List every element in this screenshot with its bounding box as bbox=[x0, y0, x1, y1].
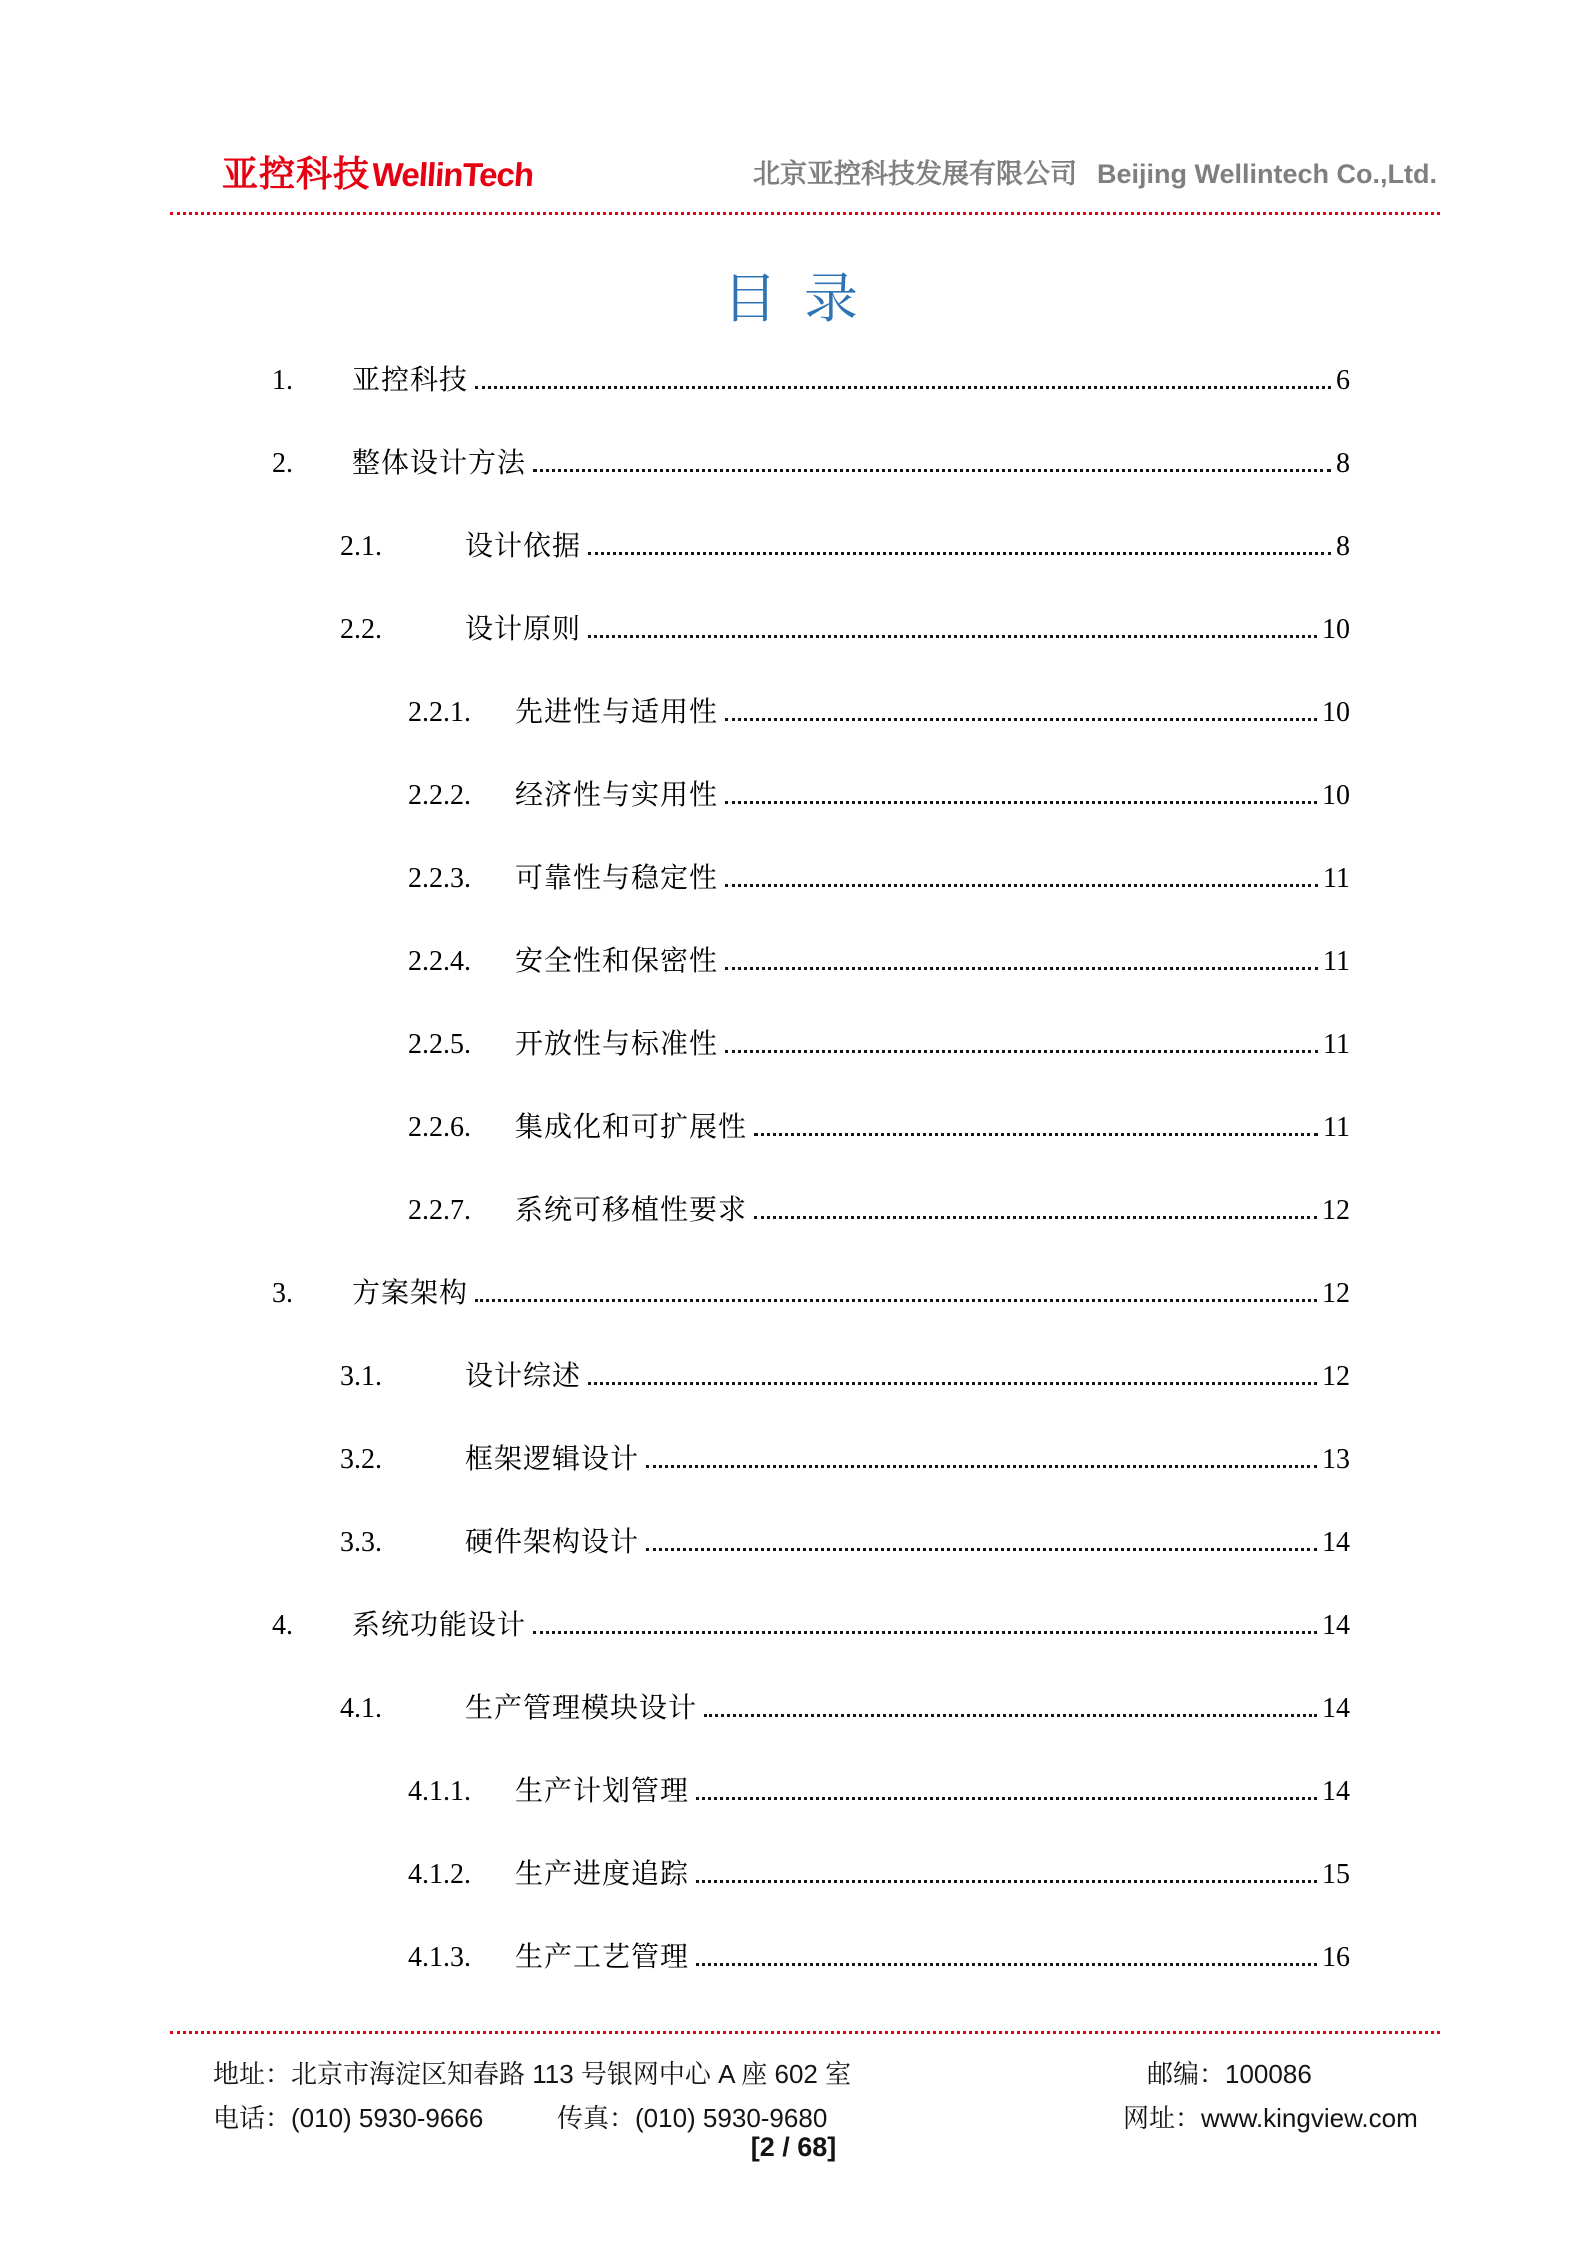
website-label: 网址： bbox=[1123, 2103, 1202, 2133]
page-title: 目 录 bbox=[722, 269, 864, 329]
toc-number: 3. bbox=[272, 1278, 293, 1309]
toc-entry[interactable] bbox=[408, 1164, 1350, 1247]
toc-label: 生产计划管理 bbox=[515, 1775, 690, 1806]
toc-page-number: 8 bbox=[1336, 448, 1350, 479]
toc-label: 硬件架构设计 bbox=[465, 1526, 640, 1557]
toc-leader-dots bbox=[725, 884, 1318, 887]
toc-entry[interactable] bbox=[408, 1745, 1350, 1828]
toc-number: 3.3. bbox=[340, 1527, 382, 1558]
toc-number: 2.2.2. bbox=[408, 780, 471, 811]
toc-label: 集成化和可扩展性 bbox=[515, 1111, 748, 1142]
toc-label: 系统可移植性要求 bbox=[515, 1194, 748, 1225]
toc-leader-dots bbox=[475, 1299, 1317, 1302]
toc-page-number: 12 bbox=[1322, 1278, 1350, 1309]
toc-leader-dots bbox=[588, 635, 1317, 638]
toc-leader-dots bbox=[646, 1548, 1317, 1551]
toc-number: 4.1.2. bbox=[408, 1859, 471, 1890]
toc-entry[interactable] bbox=[408, 832, 1350, 915]
phone-label: 电话： bbox=[213, 2103, 292, 2133]
toc-leader-dots bbox=[704, 1714, 1317, 1717]
toc-page-number: 10 bbox=[1322, 697, 1350, 728]
toc-leader-dots bbox=[646, 1465, 1317, 1468]
toc-leader-dots bbox=[725, 801, 1317, 804]
toc-label: 整体设计方法 bbox=[352, 447, 527, 478]
toc-entry[interactable] bbox=[340, 1330, 1350, 1413]
phone-value: (010) 5930-9666 bbox=[291, 2103, 484, 2133]
toc-page-number: 11 bbox=[1323, 1029, 1350, 1060]
toc-leader-dots bbox=[725, 1050, 1318, 1053]
toc-leader-dots bbox=[725, 718, 1317, 721]
toc-page-number: 16 bbox=[1322, 1942, 1350, 1973]
logo-cn-text: 亚控科技 bbox=[222, 153, 371, 194]
toc-number: 4.1.3. bbox=[408, 1942, 471, 1973]
toc-page-number: 14 bbox=[1322, 1693, 1350, 1724]
footer-divider bbox=[170, 2031, 1440, 2034]
toc-number: 2.2.1. bbox=[408, 697, 471, 728]
toc-leader-dots bbox=[588, 1382, 1317, 1385]
footer-website bbox=[1123, 2100, 1418, 2136]
footer-zip bbox=[1147, 2056, 1312, 2092]
toc-page-number: 11 bbox=[1323, 946, 1350, 977]
address-label: 地址： bbox=[213, 2059, 292, 2089]
toc-label: 系统功能设计 bbox=[352, 1609, 527, 1640]
company-name-en: Beijing Wellintech Co.,Ltd. bbox=[1096, 159, 1437, 189]
toc-entry[interactable] bbox=[272, 417, 1350, 500]
toc-label: 安全性和保密性 bbox=[515, 945, 719, 976]
toc-leader-dots bbox=[696, 1797, 1317, 1800]
toc-page-number: 12 bbox=[1322, 1361, 1350, 1392]
toc-entry[interactable] bbox=[340, 500, 1350, 583]
toc-entry[interactable] bbox=[408, 915, 1350, 998]
toc-page-number: 10 bbox=[1322, 780, 1350, 811]
toc-page-number: 10 bbox=[1322, 614, 1350, 645]
zip-label: 邮编： bbox=[1147, 2059, 1226, 2089]
website-value: www.kingview.com bbox=[1201, 2103, 1418, 2133]
toc-label: 框架逻辑设计 bbox=[465, 1443, 640, 1474]
toc-leader-dots bbox=[533, 1631, 1317, 1634]
toc-entry[interactable] bbox=[408, 749, 1350, 832]
toc-page-number: 6 bbox=[1336, 365, 1350, 396]
toc-entry[interactable] bbox=[340, 583, 1350, 666]
toc-leader-dots bbox=[754, 1133, 1318, 1136]
toc-label: 设计依据 bbox=[465, 530, 582, 561]
toc-leader-dots bbox=[725, 967, 1318, 970]
toc-number: 3.2. bbox=[340, 1444, 382, 1475]
toc-page-number: 11 bbox=[1323, 1112, 1350, 1143]
toc-number: 4.1. bbox=[340, 1693, 382, 1724]
toc-label: 可靠性与稳定性 bbox=[515, 862, 719, 893]
toc-page-number: 13 bbox=[1322, 1444, 1350, 1475]
toc-entry[interactable] bbox=[340, 1496, 1350, 1579]
toc-entry[interactable] bbox=[408, 666, 1350, 749]
toc-entry[interactable] bbox=[408, 998, 1350, 1081]
toc-label: 生产管理模块设计 bbox=[465, 1692, 698, 1723]
fax-label: 传真： bbox=[557, 2103, 636, 2133]
toc-label: 方案架构 bbox=[352, 1277, 469, 1308]
toc-number: 2.2.5. bbox=[408, 1029, 471, 1060]
toc-entry[interactable] bbox=[340, 1662, 1350, 1745]
toc-leader-dots bbox=[588, 552, 1331, 555]
zip-value: 100086 bbox=[1225, 2059, 1312, 2089]
toc-label: 经济性与实用性 bbox=[515, 779, 719, 810]
toc-page-number: 14 bbox=[1322, 1527, 1350, 1558]
toc-number: 2.2. bbox=[340, 614, 382, 645]
toc-entry[interactable] bbox=[408, 1911, 1350, 1994]
toc-leader-dots bbox=[533, 469, 1331, 472]
toc-leader-dots bbox=[696, 1880, 1317, 1883]
header-divider bbox=[170, 212, 1440, 215]
toc-leader-dots bbox=[754, 1216, 1317, 1219]
toc-number: 2.1. bbox=[340, 531, 382, 562]
toc-number: 4. bbox=[272, 1610, 293, 1641]
toc-page-number: 14 bbox=[1322, 1610, 1350, 1641]
toc-entry[interactable] bbox=[272, 1579, 1350, 1662]
toc-leader-dots bbox=[696, 1963, 1317, 1966]
company-logo bbox=[222, 146, 533, 197]
toc-page-number: 15 bbox=[1322, 1859, 1350, 1890]
toc-number: 2. bbox=[272, 448, 293, 479]
toc-page-number: 8 bbox=[1336, 531, 1350, 562]
toc-number: 2.2.7. bbox=[408, 1195, 471, 1226]
toc-label: 先进性与适用性 bbox=[515, 696, 719, 727]
address-value: 北京市海淀区知春路 113 号银网中心 A 座 602 室 bbox=[291, 2059, 852, 2089]
footer-fax bbox=[557, 2100, 827, 2136]
toc-number: 3.1. bbox=[340, 1361, 382, 1392]
logo-en-text: WellinTech bbox=[370, 156, 535, 193]
toc-page-number: 14 bbox=[1322, 1776, 1350, 1807]
toc-label: 开放性与标准性 bbox=[515, 1028, 719, 1059]
toc-list bbox=[170, 334, 1350, 1994]
fax-value: (010) 5930-9680 bbox=[635, 2103, 828, 2133]
footer-address bbox=[213, 2056, 851, 2092]
toc-entry[interactable] bbox=[408, 1828, 1350, 1911]
toc-number: 4.1.1. bbox=[408, 1776, 471, 1807]
toc-entry[interactable] bbox=[272, 334, 1350, 417]
toc-leader-dots bbox=[475, 386, 1331, 389]
toc-page-number: 12 bbox=[1322, 1195, 1350, 1226]
toc-label: 生产进度追踪 bbox=[515, 1858, 690, 1889]
toc-number: 2.2.4. bbox=[408, 946, 471, 977]
toc-label: 设计原则 bbox=[465, 613, 582, 644]
toc-entry[interactable] bbox=[408, 1081, 1350, 1164]
toc-number: 1. bbox=[272, 365, 293, 396]
toc-entry[interactable] bbox=[340, 1413, 1350, 1496]
page-number-indicator: [2 / 68] bbox=[750, 2132, 837, 2162]
toc-label: 设计综述 bbox=[465, 1360, 582, 1391]
toc-page-number: 11 bbox=[1323, 863, 1350, 894]
toc-number: 2.2.6. bbox=[408, 1112, 471, 1143]
header-company-name bbox=[753, 152, 1437, 191]
toc-entry[interactable] bbox=[272, 1247, 1350, 1330]
toc-label: 亚控科技 bbox=[352, 364, 469, 395]
toc-number: 2.2.3. bbox=[408, 863, 471, 894]
toc-label: 生产工艺管理 bbox=[515, 1941, 690, 1972]
company-name-cn: 北京亚控科技发展有限公司 bbox=[752, 159, 1077, 189]
footer-phone bbox=[213, 2100, 483, 2136]
